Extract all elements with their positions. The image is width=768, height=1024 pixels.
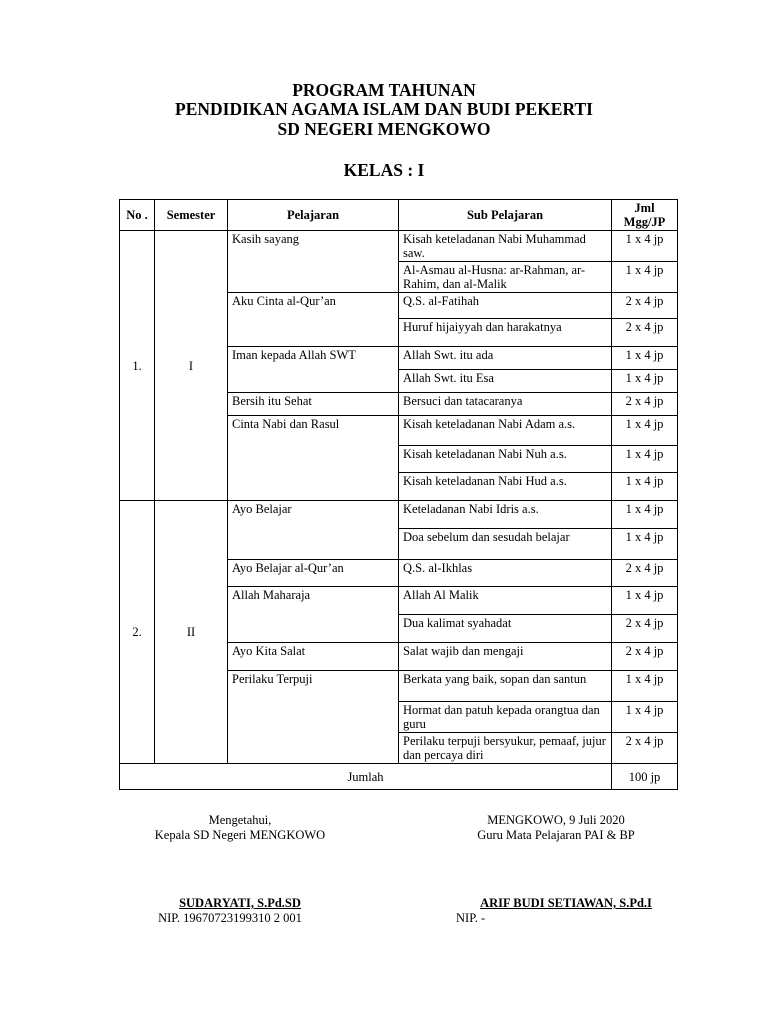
cell-sub: Al-Asmau al-Husna: ar-Rahman, ar-Rahim, dan al-Malik xyxy=(399,262,612,293)
signature-left xyxy=(130,813,350,843)
cell-sub: Bersuci dan tatacaranya xyxy=(399,393,612,416)
cell-no: 1. xyxy=(120,231,155,501)
cell-jp: 2 x 4 jp xyxy=(612,319,678,347)
header-pelajaran: Pelajaran xyxy=(228,200,399,231)
cell-sub: Kisah keteladanan Nabi Muhammad saw. xyxy=(399,231,612,262)
doc-title-school: SD NEGERI MENGKOWO xyxy=(277,119,491,139)
cell-jp: 1 x 4 jp xyxy=(612,473,678,501)
cell-jp: 2 x 4 jp xyxy=(612,615,678,643)
cell-pelajaran: Kasih sayang xyxy=(228,231,399,293)
signature-left-name-block xyxy=(130,896,350,926)
cell-sub: Dua kalimat syahadat xyxy=(399,615,612,643)
cell-jp: 1 x 4 jp xyxy=(612,416,678,446)
cell-sub: Q.S. al-Fatihah xyxy=(399,293,612,319)
cell-sub: Salat wajib dan mengaji xyxy=(399,643,612,671)
doc-title-line2: PENDIDIKAN AGAMA ISLAM DAN BUDI PEKERTI xyxy=(175,99,593,119)
cell-sub: Keteladanan Nabi Idris a.s. xyxy=(399,501,612,529)
cell-jp: 1 x 4 jp xyxy=(612,446,678,473)
cell-jp: 2 x 4 jp xyxy=(612,733,678,764)
cell-jp: 1 x 4 jp xyxy=(612,231,678,262)
cell-sub: Kisah keteladanan Nabi Adam a.s. xyxy=(399,416,612,446)
cell-sub: Allah Swt. itu Esa xyxy=(399,370,612,393)
cell-sub: Doa sebelum dan sesudah belajar xyxy=(399,529,612,560)
table-header-row xyxy=(120,200,678,231)
sig-left-line1: Mengetahui, xyxy=(208,813,272,827)
cell-no: 2. xyxy=(120,501,155,764)
cell-jp: 1 x 4 jp xyxy=(612,671,678,702)
cell-pelajaran: Iman kepada Allah SWT xyxy=(228,347,399,393)
sig-right-name: ARIF BUDI SETIAWAN, S.Pd.I xyxy=(480,896,652,910)
cell-pelajaran: Perilaku Terpuji xyxy=(228,671,399,764)
sig-right-line1: MENGKOWO, 9 Juli 2020 xyxy=(487,813,625,827)
cell-semester: I xyxy=(155,231,228,501)
sig-left-line2: Kepala SD Negeri MENGKOWO xyxy=(154,828,326,842)
total-row xyxy=(120,764,678,790)
cell-sub: Allah Swt. itu ada xyxy=(399,347,612,370)
table-row xyxy=(120,231,678,262)
program-table xyxy=(119,199,678,790)
table-row xyxy=(120,501,678,529)
cell-jp: 2 x 4 jp xyxy=(612,560,678,587)
signature-right-name-block xyxy=(446,896,686,926)
cell-jp: 2 x 4 jp xyxy=(612,293,678,319)
cell-sub: Allah Al Malik xyxy=(399,587,612,615)
header-no: No . xyxy=(120,200,155,231)
cell-sub: Kisah keteladanan Nabi Nuh a.s. xyxy=(399,446,612,473)
cell-pelajaran: Bersih itu Sehat xyxy=(228,393,399,416)
cell-sub: Huruf hijaiyyah dan harakatnya xyxy=(399,319,612,347)
doc-title-line1: PROGRAM TAHUNAN xyxy=(292,80,476,100)
cell-sub: Q.S. al-Ikhlas xyxy=(399,560,612,587)
header-jml: Jml Mgg/JP xyxy=(612,200,678,231)
cell-jp: 2 x 4 jp xyxy=(612,393,678,416)
cell-jp: 1 x 4 jp xyxy=(612,370,678,393)
cell-jp: 1 x 4 jp xyxy=(612,702,678,733)
total-value: 100 jp xyxy=(612,764,678,790)
cell-pelajaran: Cinta Nabi dan Rasul xyxy=(228,416,399,501)
sig-left-nip: NIP. 19670723199310 2 001 xyxy=(158,911,302,925)
cell-jp: 1 x 4 jp xyxy=(612,262,678,293)
sig-right-nip: NIP. - xyxy=(456,911,486,925)
sig-right-line2: Guru Mata Pelajaran PAI & BP xyxy=(477,828,635,842)
doc-title-kelas: KELAS : I xyxy=(343,160,425,180)
cell-jp: 1 x 4 jp xyxy=(612,587,678,615)
cell-pelajaran: Aku Cinta al-Qur’an xyxy=(228,293,399,347)
cell-jp: 2 x 4 jp xyxy=(612,643,678,671)
cell-jp: 1 x 4 jp xyxy=(612,501,678,529)
cell-sub: Hormat dan patuh kepada orangtua dan guru xyxy=(399,702,612,733)
cell-sub: Kisah keteladanan Nabi Hud a.s. xyxy=(399,473,612,501)
cell-jp: 1 x 4 jp xyxy=(612,347,678,370)
sig-left-name: SUDARYATI, S.Pd.SD xyxy=(179,896,301,910)
cell-jp: 1 x 4 jp xyxy=(612,529,678,560)
cell-pelajaran: Ayo Kita Salat xyxy=(228,643,399,671)
signature-right xyxy=(446,813,666,843)
cell-sub: Perilaku terpuji bersyukur, pemaaf, jujur dan percaya diri xyxy=(399,733,612,764)
cell-pelajaran: Allah Maharaja xyxy=(228,587,399,643)
cell-semester: II xyxy=(155,501,228,764)
cell-pelajaran: Ayo Belajar xyxy=(228,501,399,560)
cell-pelajaran: Ayo Belajar al-Qur’an xyxy=(228,560,399,587)
total-label: Jumlah xyxy=(120,764,612,790)
cell-sub: Berkata yang baik, sopan dan santun xyxy=(399,671,612,702)
header-sub-pelajaran: Sub Pelajaran xyxy=(399,200,612,231)
header-semester: Semester xyxy=(155,200,228,231)
